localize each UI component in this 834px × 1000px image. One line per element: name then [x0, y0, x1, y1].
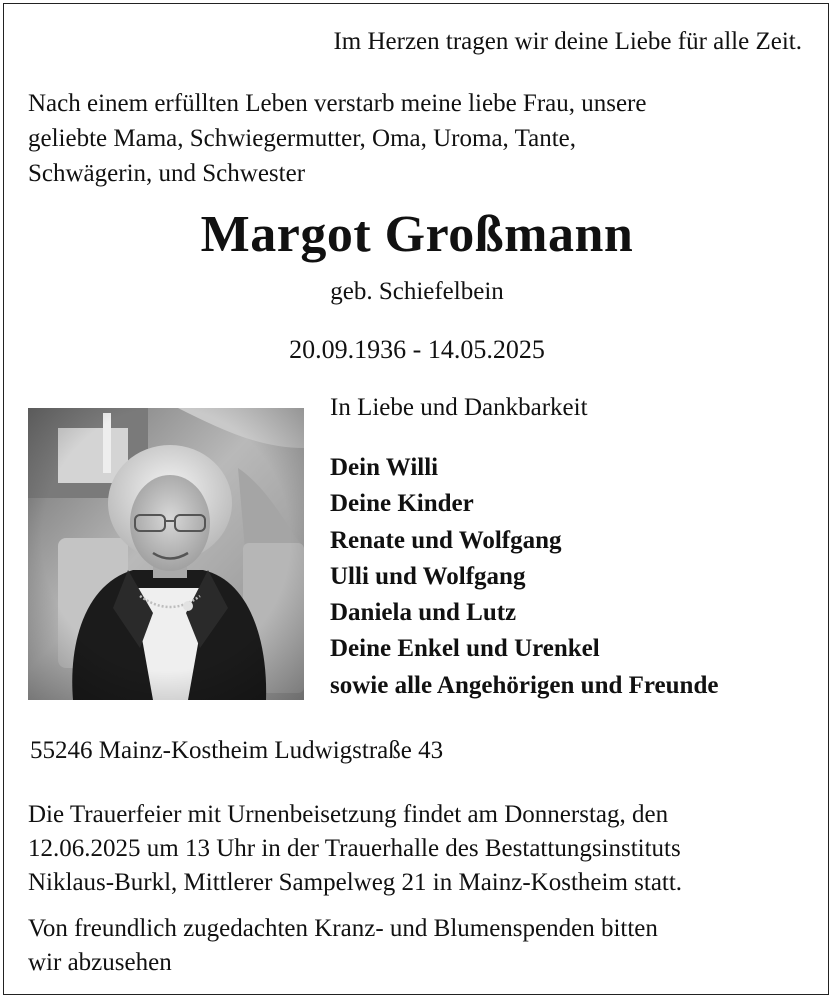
mourner-name: Ulli und Wolfgang [330, 562, 526, 590]
maiden-name: geb. Schiefelbein [330, 278, 504, 305]
ceremony-line: 12.06.2025 um 13 Uhr in der Trauerhalle des Bestattungsinstituts [28, 835, 681, 862]
mourner-name: sowie alle Angehörigen und Freunde [330, 671, 719, 699]
life-dates: 20.09.1936 - 14.05.2025 [289, 335, 545, 364]
motto-text: Im Herzen tragen wir deine Liebe für alle Zeit. [333, 28, 802, 55]
intro-line: geliebte Mama, Schwiegermutter, Oma, Uroma, Tante, [28, 125, 576, 152]
flowers-line: wir abzusehen [28, 949, 172, 976]
ceremony-paragraph [28, 798, 818, 900]
mourner-name: Daniela und Lutz [330, 599, 517, 627]
flowers-paragraph [28, 912, 818, 980]
ceremony-line: Niklaus-Burkl, Mittlerer Sampelweg 21 in Mainz-Kostheim statt. [28, 869, 683, 896]
family-address: 55246 Mainz-Kostheim Ludwigstraße 43 [30, 737, 444, 764]
mourner-name: Renate und Wolfgang [330, 526, 562, 554]
intro-line: Nach einem erfüllten Leben verstarb meine liebe Frau, unsere [28, 90, 647, 117]
ceremony-line: Die Trauerfeier mit Urnenbeisetzung findet am Donnerstag, den [28, 801, 669, 828]
mourner-name: Deine Enkel und Urenkel [330, 635, 600, 663]
portrait-photo [28, 408, 304, 700]
mourner-name: Dein Willi [330, 454, 439, 481]
mourners-list [330, 450, 718, 704]
flowers-line: Von freundlich zugedachten Kranz- und Blumenspenden bitten [28, 915, 658, 942]
deceased-name: Margot Großmann [200, 206, 634, 263]
intro-line: Schwägerin, und Schwester [28, 160, 306, 187]
intro-paragraph [28, 86, 798, 191]
mourners-heading: In Liebe und Dankbarkeit [330, 394, 588, 421]
mourner-name: Deine Kinder [330, 490, 474, 518]
